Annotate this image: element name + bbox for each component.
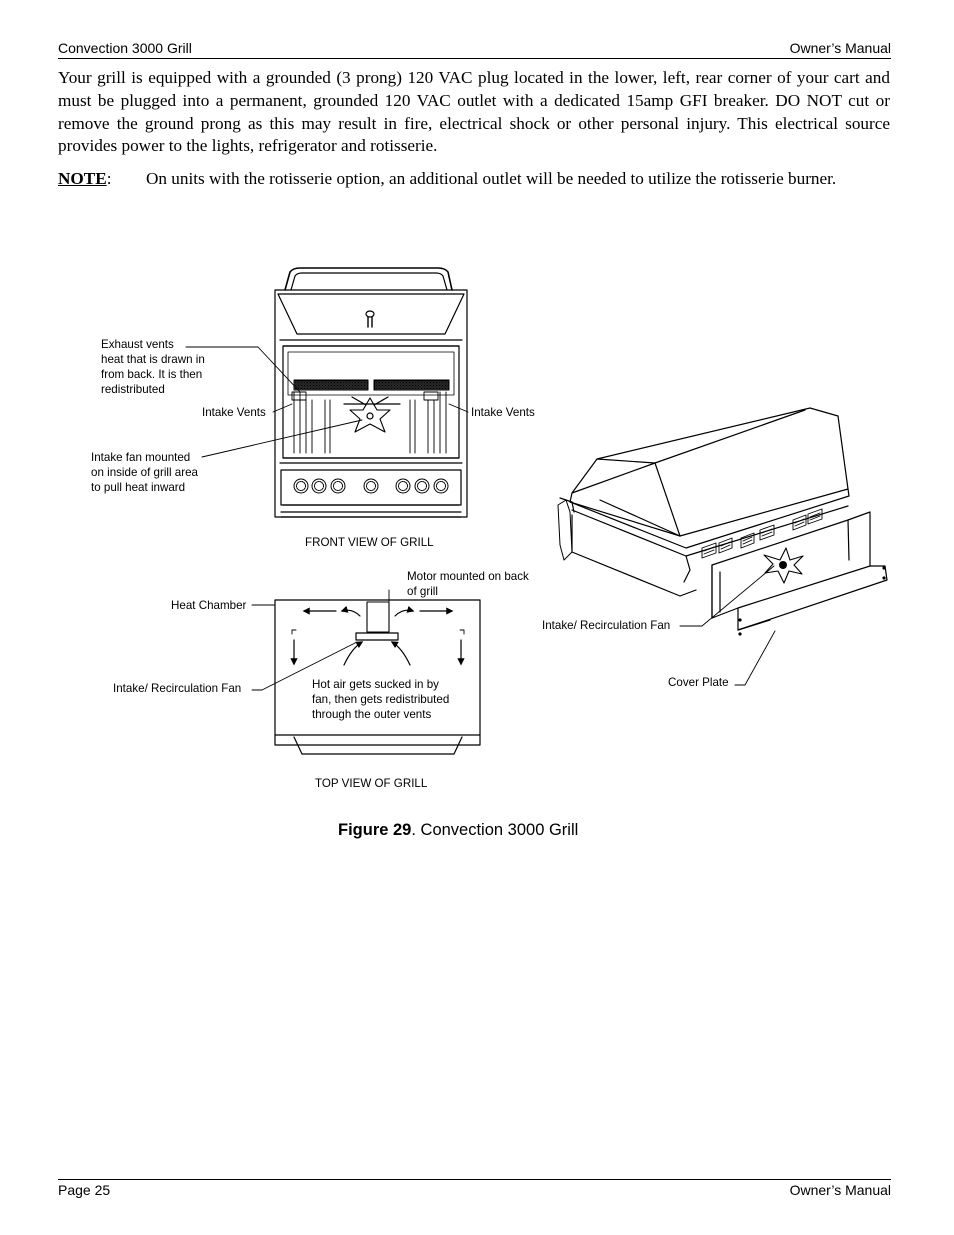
header-manual: Owner’s Manual xyxy=(789,40,891,56)
label-exhaust-vents: Exhaust vents heat that is drawn in from back. It is then redistributed xyxy=(101,338,205,396)
top-view-grill xyxy=(252,590,480,754)
label-intake-vents-left: Intake Vents xyxy=(202,406,266,419)
page-number: Page 25 xyxy=(58,1182,111,1198)
label-top-view: TOP VIEW OF GRILL xyxy=(315,777,428,790)
label-motor: Motor mounted on back of grill xyxy=(407,570,529,598)
label-front-view: FRONT VIEW OF GRILL xyxy=(305,536,434,549)
label-intake-fan: Intake fan mounted on inside of grill area to pull heat inward xyxy=(91,451,198,494)
body-paragraph: Your grill is equipped with a grounded (3 prong) 120 VAC plug located in the lower, left, rear corner of your cart and must be plugged into a permanent, grounded 120 VAC outlet with a dedicated 15amp GFI breaker. DO NOT cut or remove the ground prong as this may result in fire, electrical shock or other personal injury. This electrical source provides power to the lights, refrigerator and rotisserie. xyxy=(58,68,890,156)
label-hot-air: Hot air gets sucked in by fan, then gets redistributed through the outer vents xyxy=(312,678,450,721)
page-footer xyxy=(58,1179,891,1200)
note-text: On units with the rotisserie option, an additional outlet will be needed to utilize the rotisserie burner. xyxy=(146,169,837,188)
front-view-grill xyxy=(186,268,468,517)
label-cover-plate: Cover Plate xyxy=(668,676,729,689)
label-intake-vents-right: Intake Vents xyxy=(471,406,535,419)
note-label: NOTE: xyxy=(58,169,112,188)
label-heat-chamber: Heat Chamber xyxy=(171,599,247,612)
header-title: Convection 3000 Grill xyxy=(58,40,192,56)
isometric-view-grill xyxy=(558,408,887,685)
footer-manual: Owner’s Manual xyxy=(789,1182,891,1198)
figure-caption: Figure 29. Convection 3000 Grill xyxy=(338,821,579,839)
label-top-fan: Intake/ Recirculation Fan xyxy=(113,682,242,695)
label-iso-fan: Intake/ Recirculation Fan xyxy=(542,619,671,632)
